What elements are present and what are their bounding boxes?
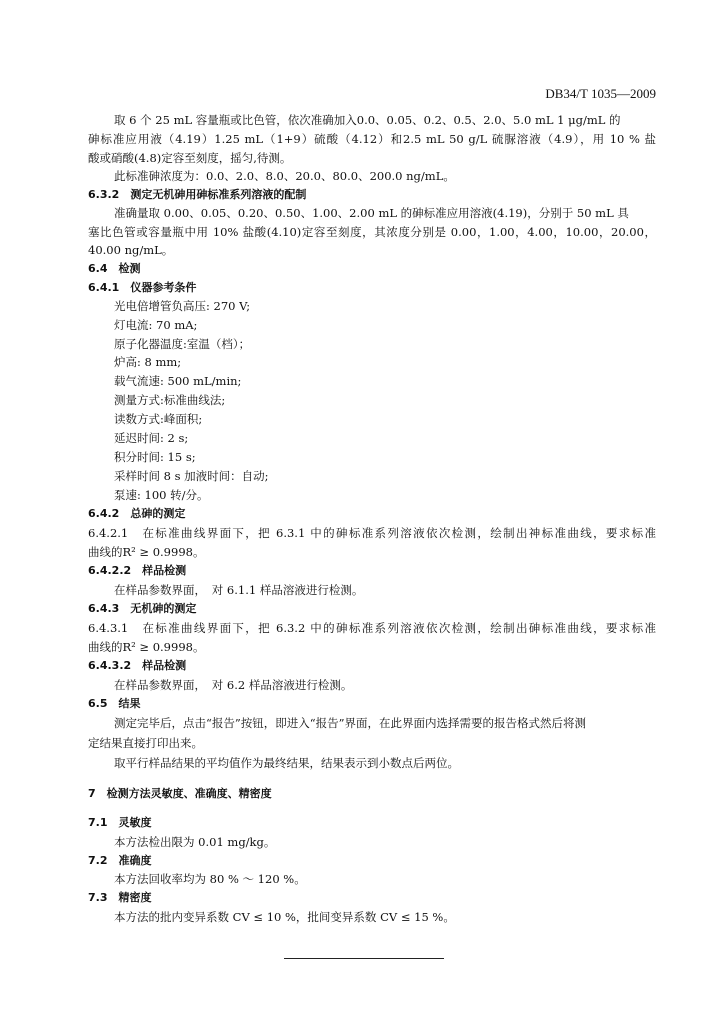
paragraph-line: 砷标准应用液（4.19）1.25 mL（1+9）硫酸（4.12）和2.5 mL 50 g/L 硫脲溶液（4.9），用 10 % 盐 [88, 132, 656, 146]
paragraph-line: 取 6 个 25 mL 容量瓶或比色管，依次准确加入0.0、0.05、0.2、0.5、2.0、5.0 mL 1 μg/mL 的 [114, 113, 621, 127]
section-heading: 7.2 准确度 [88, 854, 152, 867]
chapter-heading: 7 检测方法灵敏度、准确度、精密度 [88, 787, 272, 800]
section-heading: 6.3.2 测定无机砷用砷标准系列溶液的配制 [88, 188, 307, 201]
paragraph-line: 酸或硝酸(4.8)定容至刻度，摇匀,待测。 [88, 151, 292, 165]
paragraph-line: 定结果直接打印出来。 [88, 736, 203, 750]
condition-line: 采样时间 8 s 加液时间：自动; [114, 469, 269, 483]
paragraph-line: 6.4.2.1 在标准曲线界面下，把 6.3.1 中的砷标准系列溶液依次检测，绘制出神标准曲线，要求标准 [88, 526, 656, 540]
footer-rule [284, 958, 444, 959]
section-heading: 7.3 精密度 [88, 891, 152, 904]
condition-line: 炉高: 8 mm; [114, 355, 182, 369]
paragraph-line: 本方法的批内变异系数 CV ≤ 10 %，批间变异系数 CV ≤ 15 %。 [114, 910, 455, 924]
paragraph-line: 本方法检出限为 0.01 mg/kg。 [114, 835, 276, 849]
paragraph-line: 曲线的R² ≥ 0.9998。 [88, 640, 205, 654]
section-heading: 6.5 结果 [88, 697, 141, 710]
paragraph-line: 此标准砷浓度为：0.0、2.0、8.0、20.0、80.0、200.0 ng/mL。 [114, 169, 455, 183]
section-heading: 6.4.2.2 样品检测 [88, 564, 187, 577]
paragraph-line: 40.00 ng/mL。 [88, 243, 174, 257]
section-heading: 6.4.1 仪器参考条件 [88, 281, 197, 294]
condition-line: 测量方式:标准曲线法; [114, 393, 226, 407]
condition-line: 载气流速: 500 mL/min; [114, 374, 242, 388]
paragraph-line: 准确量取 0.00、0.05、0.20、0.50、1.00、2.00 mL 的砷标准应用溶液(4.19)，分别于 50 mL 具 [114, 206, 629, 220]
paragraph-line: 取平行样品结果的平均值作为最终结果，结果表示到小数点后两位。 [114, 756, 459, 770]
section-heading: 6.4.3 无机砷的测定 [88, 602, 197, 615]
condition-line: 光电倍增管负高压: 270 V; [114, 299, 251, 313]
condition-line: 泵速: 100 转/分。 [114, 488, 209, 502]
section-heading: 7.1 灵敏度 [88, 816, 152, 829]
paragraph-line: 在样品参数界面， 对 6.2 样品溶液进行检测。 [114, 678, 353, 692]
section-heading: 6.4 检测 [88, 262, 141, 275]
condition-line: 延迟时间: 2 s; [114, 431, 189, 445]
paragraph-line: 本方法回收率均为 80 % ～ 120 %。 [114, 872, 306, 886]
paragraph-line: 测定完毕后，点击“报告”按钮，即进入“报告”界面，在此界面内选择需要的报告格式然后将测 [114, 716, 587, 730]
condition-line: 灯电流: 70 mA; [114, 318, 198, 332]
paragraph-line: 塞比色管或容量瓶中用 10% 盐酸(4.10)定容至刻度，其浓度分别是 0.00，1.00，4.00，10.00，20.00， [88, 225, 656, 239]
condition-line: 积分时间: 15 s; [114, 450, 196, 464]
standard-code-header: DB34/T 1035—2009 [545, 86, 656, 101]
paragraph-line: 在样品参数界面， 对 6.1.1 样品溶液进行检测。 [114, 583, 364, 597]
section-heading: 6.4.2 总砷的测定 [88, 507, 186, 520]
condition-line: 原子化器温度:室温（档）； [114, 337, 251, 351]
paragraph-line: 6.4.3.1 在标准曲线界面下，把 6.3.2 中的砷标准系列溶液依次检测，绘制出砷标准曲线，要求标准 [88, 621, 656, 635]
paragraph-line: 曲线的R² ≥ 0.9998。 [88, 545, 205, 559]
condition-line: 读数方式:峰面积; [114, 412, 203, 426]
section-heading: 6.4.3.2 样品检测 [88, 659, 187, 672]
